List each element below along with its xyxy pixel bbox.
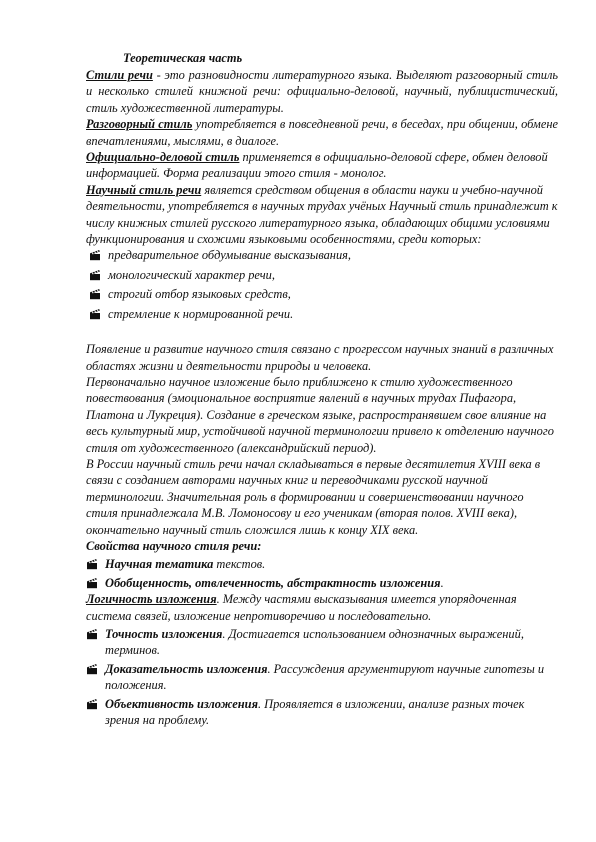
term-styles: Стили речи (86, 68, 153, 82)
history-paragraph: Появление и развитие научного стиля связано с прогрессом научных знаний в различных областях жизни и деятельности природы и человека. (86, 342, 554, 373)
list-item-text: предварительное обдумывание высказывания, (108, 248, 352, 263)
intro-paragraph (86, 67, 558, 116)
scientific-paragraph (86, 182, 558, 248)
property-text: . Между частями высказывания имеется упорядоченная система связей, изложение непротиворечиво и последовательно. (86, 592, 517, 623)
clapperboard-icon (86, 577, 98, 589)
property-term: Точность изложения (105, 627, 223, 641)
properties-title: Свойства научного стиля речи: (86, 538, 262, 553)
property-term: Объективность изложения (105, 696, 258, 711)
list-item (86, 286, 558, 302)
property-item (86, 626, 558, 659)
list-item (86, 247, 558, 263)
colloquial-text: употребляется в повседневной речи, в беседах, при общении, обмене впечатлениями, мыслями, в диалоге. (86, 117, 558, 148)
clapperboard-icon (89, 249, 101, 261)
list-item-text: стремление к нормированной речи. (108, 306, 294, 321)
clapperboard-icon (89, 308, 101, 320)
clapperboard-icon (86, 663, 98, 675)
property-item (86, 696, 558, 729)
property-term: Обобщенность, отвлеченность, абстрактность изложения (105, 575, 441, 590)
list-item (86, 306, 558, 322)
term-scientific: Научный стиль речи (86, 182, 202, 197)
property-item (86, 591, 558, 624)
clapperboard-icon (89, 269, 101, 281)
property-text: текстов. (213, 557, 266, 572)
property-term: Научная тематика (105, 557, 214, 572)
clapperboard-icon (89, 288, 101, 300)
intro-text: - это разновидности литературного языка. Выделяют разговорный стиль и несколько стилей книжной речи: официально-деловой, научный, публицистический, стиль художественной литературы. (86, 68, 559, 115)
list-item (86, 267, 558, 283)
official-paragraph (86, 149, 558, 182)
property-term: Доказательность изложения (105, 661, 268, 676)
colloquial-paragraph (86, 116, 558, 149)
term-colloquial: Разговорный стиль (86, 117, 193, 132)
clapperboard-icon (86, 628, 98, 640)
history-paragraph: В России научный стиль речи начал складываться в первые десятилетия XVIII века в связи с созданием авторами научных книг и переводчиками русской научной терминологии. Значительная роль в формировании и совершенствовании научного стиля принадлежала М.В. Ломоносову и его ученикам (вторая полов. XVIII века), окончательно научный стиль сложился лишь к концу XIX века. (86, 456, 541, 537)
list-item-text: монологический характер речи, (108, 267, 275, 282)
history-paragraph: Первоначально научное изложение было приближено к стилю художественного повествования (эмоциональное восприятие явлений в научных трудах Пифагора, Платона и Лукреция). Создание в греческом языке, распространявшем свое влияние на весь культурный мир, устойчивой научной терминологии привело к отделению научного стиля от художественного (александрийский период). (86, 374, 554, 455)
list-item-text: строгий отбор языковых средств, (108, 287, 291, 302)
scientific-text: является средством общения в области науки и учебно-научной деятельности, употребляется в научных трудах учёных Научный стиль принадлежит к числу книжных стилей русского литературного языка, обладающих общими условиями функционирования и схожими языковыми особенностями, среди которых: (86, 182, 558, 247)
section-heading: Теоретическая часть (123, 51, 243, 65)
property-item (86, 556, 558, 572)
blank-line (86, 325, 558, 341)
clapperboard-icon (86, 698, 98, 710)
property-text: . Рассуждения аргументируют научные гипотезы и положения. (105, 661, 545, 693)
property-term: Логичность изложения (86, 592, 217, 607)
property-text: . (440, 575, 444, 590)
property-text: . Проявляется в изложении, анализе разных точек зрения на проблему. (105, 696, 525, 728)
property-text: . Достигается использованием однозначных выражений, терминов. (105, 627, 524, 658)
property-item (86, 575, 558, 591)
clapperboard-icon (86, 558, 98, 570)
official-text: применяется в официально-деловой сфере, обмен деловой информацией. Форма реализации этого стиля - монолог. (86, 150, 548, 181)
term-official: Официально-деловой стиль (86, 150, 240, 165)
property-item (86, 661, 558, 694)
document-body (86, 67, 558, 728)
